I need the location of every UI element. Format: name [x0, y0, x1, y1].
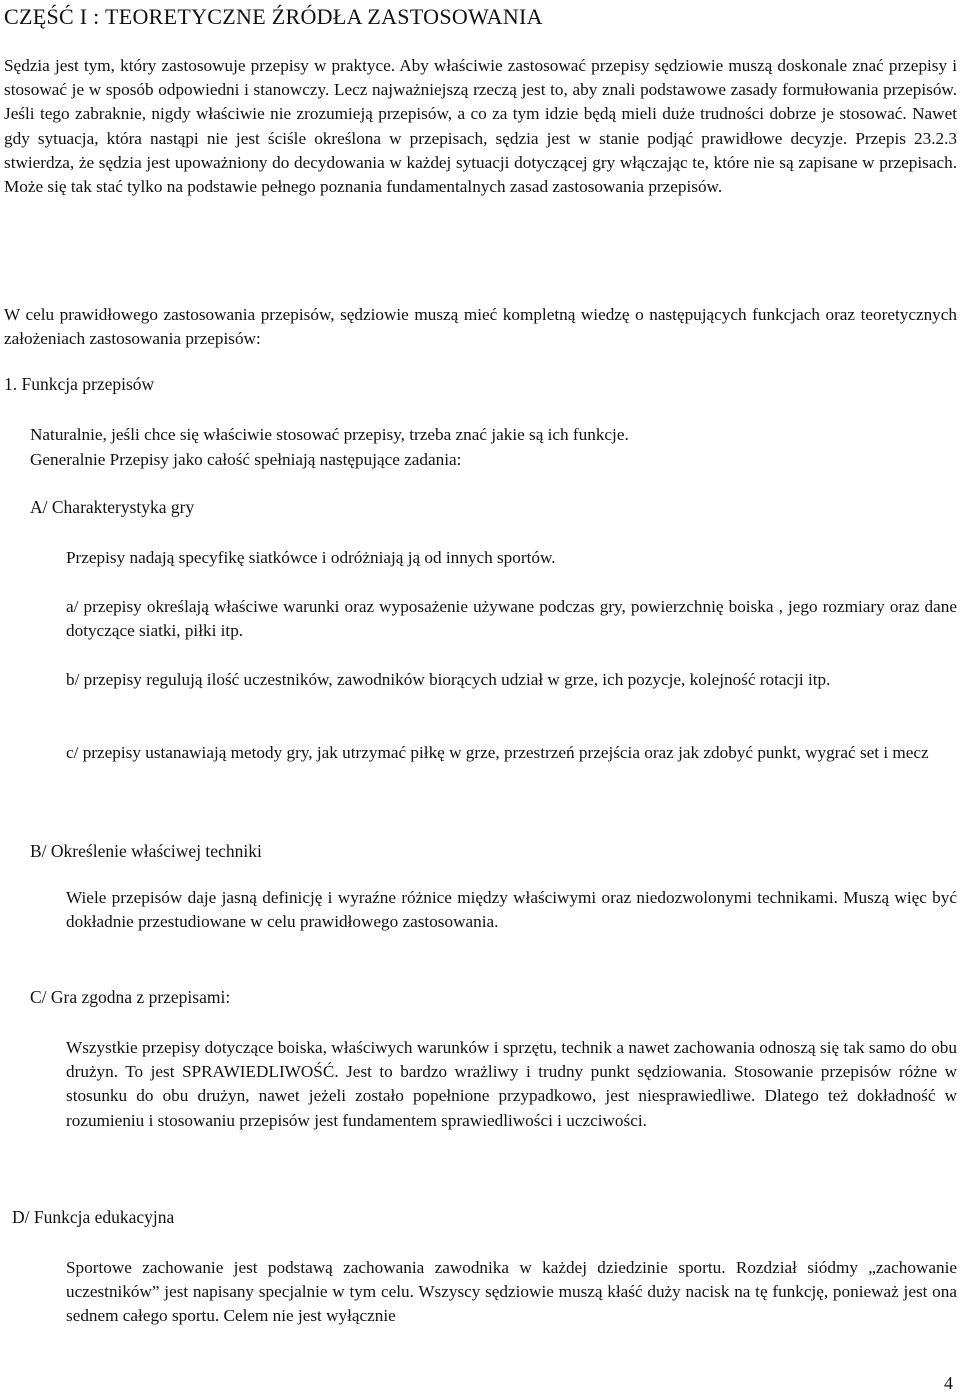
- page-number: 4: [944, 1373, 953, 1393]
- section-1-line-1: Naturalnie, jeśli chce się właściwie stosować przepisy, trzeba znać jakie są ich funkcje.: [30, 425, 629, 444]
- section-1-line-2: Generalnie Przepisy jako całość spełniają następujące zadania:: [30, 450, 462, 469]
- subsection-c-text: Wszystkie przepisy dotyczące boiska, właściwych warunków i sprzętu, technik a nawet zachowania odnoszą się tak samo do obu drużyn. To jest SPRAWIEDLIWOŚĆ. Jest to bardzo wrażliwy i trudny punkt sędziowania. Stosowanie przepisów różne w stosunku do obu drużyn, nawet jeżeli zostało popełnione przypadkowo, jest niesprawiedliwe. Dlatego też dokładność w rozumieniu i stosowaniu przepisów jest fundamentem sprawiedliwości i uczciwości.: [66, 1038, 957, 1130]
- subsection-b-text: Wiele przepisów daje jasną definicję i wyraźne różnice między właściwymi oraz niedozwolonymi technikami. Muszą więc być dokładnie przestudiowane w celu prawidłowego zastosowania.: [66, 888, 957, 932]
- subsection-a-title: A/ Charakterystyka gry: [30, 497, 195, 517]
- subsection-a-intro: Przepisy nadają specyfikę siatkówce i odróżniają ją od innych sportów.: [66, 548, 556, 567]
- intro-paragraph: Sędzia jest tym, który zastosowuje przepisy w praktyce. Aby właściwie zastosować przepisy sędziowie muszą doskonale znać przepisy i stosować je w sposób odpowiedni i stanowczy. Lecz najważniejszą rzeczą jest to, aby znali podstawowe zasady formułowania przepisów. Jeśli tego zabraknie, nigdy właściwie nie zrozumieją przepisów, a co za tym idzie będą mieli duże trudności dobrze je stosować. Nawet gdy sytuacja, która nastąpi nie jest ściśle określona w przepisach, sędzia jest w stanie podjąć prawidłowe decyzje. Przepis 23.2.3 stwierdza, że sędzia jest upoważniony do decydowania w każdej sytuacji dotyczącej gry włączając te, które nie są zapisane w przepisach. Może się tak stać tylko na podstawie pełnego poznania fundamentalnych zasad zastosowania przepisów.: [4, 56, 957, 197]
- knowledge-paragraph: W celu prawidłowego zastosowania przepisów, sędziowie muszą mieć kompletną wiedzę o następujących funkcjach oraz teoretycznych założeniach zastosowania przepisów:: [4, 305, 957, 349]
- subsection-b-title: B/ Określenie właściwej techniki: [30, 841, 262, 861]
- subsection-a-item-c: c/ przepisy ustanawiają metody gry, jak utrzymać piłkę w grze, przestrzeń przejścia oraz jak zdobyć punkt, wygrać set i mecz: [66, 743, 929, 762]
- section-1-title: 1. Funkcja przepisów: [4, 374, 155, 394]
- subsection-a-item-a: a/ przepisy określają właściwe warunki oraz wyposażenie używane podczas gry, powierzchnię boiska , jego rozmiary oraz dane dotyczące siatki, piłki itp.: [66, 597, 957, 641]
- subsection-a-item-b: b/ przepisy regulują ilość uczestników, zawodników biorących udział w grze, ich pozycje, kolejność rotacji itp.: [66, 670, 831, 689]
- subsection-d-text: Sportowe zachowanie jest podstawą zachowania zawodnika w każdej dziedzinie sportu. Rozdział siódmy „zachowanie uczestników” jest napisany specjalnie w tym celu. Wszyscy sędziowie muszą kłaść duży nacisk na tę funkcję, ponieważ jest ona sednem całego sportu. Celem nie jest wyłącznie: [66, 1258, 957, 1326]
- subsection-d-title: D/ Funkcja edukacyjna: [12, 1207, 175, 1227]
- section-heading: CZĘŚĆ I : TEORETYCZNE ŹRÓDŁA ZASTOSOWANIA: [4, 4, 543, 29]
- subsection-c-title: C/ Gra zgodna z przepisami:: [30, 987, 231, 1007]
